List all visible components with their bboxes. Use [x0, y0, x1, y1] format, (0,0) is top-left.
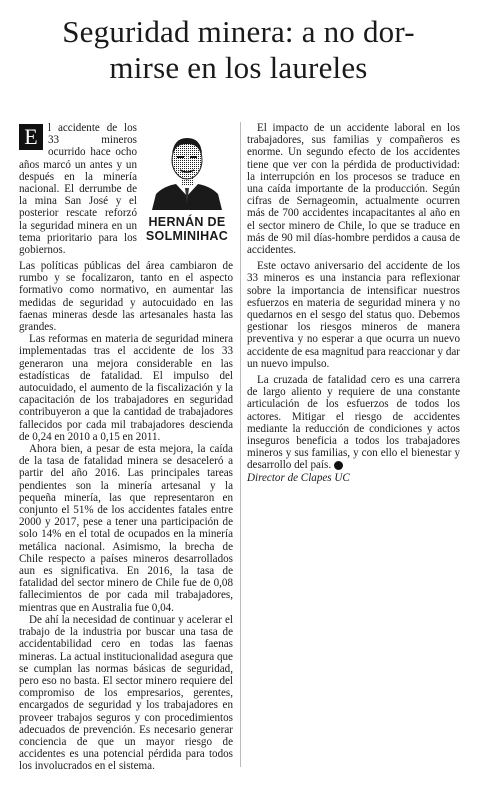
author-name-line-2: SOLMINIHAC — [145, 229, 229, 243]
column-divider — [240, 122, 241, 767]
paragraph-4-start — [19, 614, 233, 773]
end-mark-icon: P — [334, 461, 343, 470]
paragraph-7-text: La cruzada de fatalidad cero es una carrera de largo aliento y requiere de una constante articulación de los esfuerzos de todos los actores. Mitigar el riesgo de accidentes mediante la reducción de condiciones y actos inseguros beneficia a todos los trabajadores mineros y sus familias, y con ello el bienestar y desarrollo del país. — [247, 374, 460, 472]
paragraph-3: Ahora bien, a pesar de esta mejora, la caída de la tasa de fatalidad minera se desaceleró a partir del año 2016. Las principales tareas pendientes son la minería artesanal y la pequeña minería, las que representaron en conjunto el 51% de los accidentes fatales entre 2000 y 2017, pese a tener una participación de solo 14% en el total de ocupados en la minería metálica nacional. Asimismo, la brecha de Chile respecto a países mineros desarrollados aun es significativa. En 2016, la tasa de fatalidad del sector minero de Chile fue de 0,08 fallecimientos de por cada mil trabajadores, mientras que en Australia fue 0,04. — [19, 443, 233, 614]
right-column — [247, 122, 460, 484]
author-box — [142, 122, 232, 257]
paragraph-7 — [247, 374, 460, 472]
author-name-line-1: HERNÁN DE — [148, 215, 226, 229]
intro-text: l accidente de los 33 mineros ocurrido hace ocho años marcó un antes y un después en la minería nacional. El derrumbe de la mina San José y el posterior rescate reforzó la seguridad minera en un tema prioritario para los gobiernos. — [19, 122, 137, 257]
headline-line-1: Seguridad minera: a no dor- — [62, 14, 415, 49]
left-column-top — [19, 122, 233, 260]
drop-cap: E — [19, 124, 43, 150]
paragraph-2: Las reformas en materia de seguridad minera implementadas tras el accidente de los 33 generaron una mejora considerable en las estadísticas de fatalidad. El impulso del autocuidado, el aumento de la fiscalización y la capacitación de los trabajadores en seguridad contribuyeron a que la cantidad de trabajadores fallecidos por cada mil trabajadores descienda de 0,24 en 2010 a 0,15 en 2011. — [19, 333, 233, 443]
intro-paragraph — [19, 122, 137, 256]
article-headline — [0, 14, 477, 86]
paragraph-1-continued: Las políticas públicas del área cambiaron de rumbo y se focalizaron, tanto en el aspecto formativo como normativo, en aumentar las medidas de seguridad y autocuidado en las faenas mineras desde las artesanales hasta las grandes. — [19, 260, 233, 334]
paragraph-5: El impacto de un accidente laboral en los trabajadores, sus familias y compañeros es enorme. Un segundo efecto de los accidentes tiene que ver con la pérdida de productividad: la interrupción en los procesos se traduce en una caída importante de la producción. Según cifras de Sernageomin, actualmente ocurren más de 700 accidentes incapacitantes al año en el sector minero de Chile, lo que se traduce en más de 90 mil días-hombre perdidos a causa de accidentes. — [247, 122, 460, 257]
paragraph-4-text: De ahí la necesidad de continuar y acelerar el trabajo de la industria por buscar una tasa de accidentabilidad cero en todas las faenas mineras. La actual institucionalidad asegura que se cumplan las normas básicas de seguridad, pero eso no basta. El sector minero requiere del compromiso de los empresarios, gerentes, encargados de seguridad y los trabajadores en proveer trabajos seguros y con procedimientos adecuados de prevención. Es necesario generar conciencia de que un mayor riesgo de accidentes es una potencial pérdida para todos los involucrados en el sistema. — [19, 613, 233, 773]
author-portrait — [150, 130, 224, 210]
left-column-body — [19, 260, 233, 773]
paragraph-6: Este octavo aniversario del accidente de los 33 mineros es una instancia para reflexionar sobre la importancia de intensificar nuestros esfuerzos en materia de seguridad minera y no quedarnos en el sesgo del status quo. Debemos gestionar los riesgos mineros de manera preventiva y no esperar a que ocurra un nuevo accidente de esa magnitud para reaccionar y dar un nuevo impulso. — [247, 260, 460, 370]
author-role: Director de Clapes UC — [247, 471, 350, 484]
author-name — [142, 215, 232, 243]
headline-line-2: mirse en los laureles — [109, 50, 368, 85]
